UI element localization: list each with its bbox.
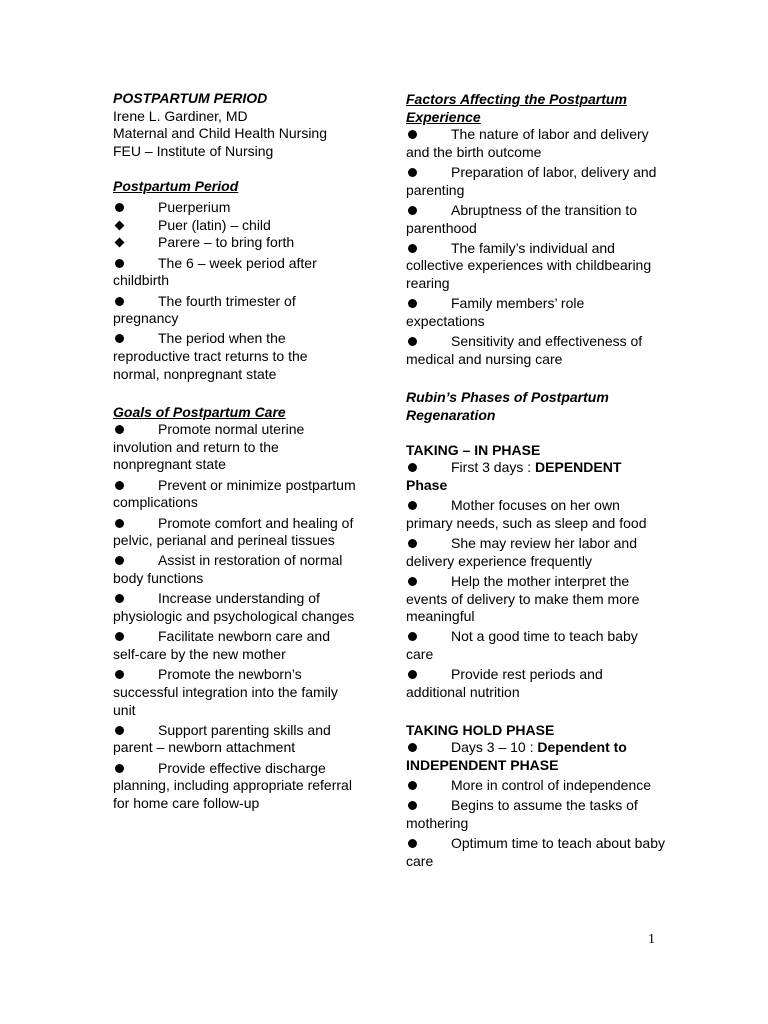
list-item: Optimum time to teach about baby care (406, 835, 665, 869)
list-item: Provide rest periods and additional nutrition (406, 666, 603, 701)
list-item: Facilitate newborn care and self-care by the new mother (113, 628, 330, 662)
list-item: Begins to assume the tasks of mothering (406, 797, 638, 832)
list-item: The family’s individual and collective experiences with childbearing rearing (406, 239, 652, 292)
list-item: Promote normal uterine involution and return to the nonpregnant state (113, 421, 305, 473)
list-item: The period when the reproductive tract returns to the normal, nonpregnant state (113, 330, 308, 382)
document-title: POSTPARTUM PERIOD (113, 90, 268, 106)
list-item: The nature of labor and delivery and the birth outcome (406, 126, 649, 160)
list-item: Sensitivity and effectiveness of medical and nursing care (406, 333, 643, 367)
list-item: Family members’ role expectations (406, 295, 585, 330)
list-item: Puer (latin) – child (158, 216, 271, 233)
list-item: Provide effective discharge planning, including appropriate referral for home care follow-up (113, 759, 352, 812)
section-heading-goals: Goals of Postpartum Care (113, 404, 286, 421)
list-item: Support parenting skills and parent – newborn attachment (113, 721, 331, 756)
phase-heading-taking-in: TAKING – IN PHASE (406, 442, 541, 459)
phase-heading-taking-hold: TAKING HOLD PHASE (406, 722, 555, 739)
list-item: First 3 days : DEPENDENT Phase (406, 459, 622, 493)
list-item: Prevent or minimize postpartum complications (113, 476, 356, 511)
list-item: Parere – to bring forth (158, 234, 295, 251)
list-item: Promote the newborn’s successful integration into the family unit (113, 666, 338, 718)
list-item: Assist in restoration of normal body functions (113, 552, 343, 587)
list-item: The fourth trimester of pregnancy (113, 292, 296, 327)
page-number: 1 (648, 932, 655, 947)
list-item: Help the mother interpret the events of delivery to make them more meaningful (406, 572, 640, 625)
list-item: Abruptness of the transition to parenthood (406, 201, 637, 236)
school-line: FEU – Institute of Nursing (113, 142, 274, 159)
list-item: Increase understanding of physiologic and psychological changes (113, 590, 355, 625)
list-item: Preparation of labor, delivery and parenting (406, 163, 657, 198)
list-item: Puerperium (158, 199, 231, 215)
left-column (113, 90, 358, 815)
list-item: More in control of independence (451, 777, 652, 794)
list-item: Mother focuses on her own primary needs, such as sleep and food (406, 497, 647, 531)
right-column (406, 90, 666, 873)
section-heading-rubin: Rubin’s Phases of Postpartum Regenaration (406, 389, 609, 424)
list-item: The 6 – week period after childbirth (113, 254, 317, 289)
section-heading-factors: Factors Affecting the Postpartum Experience (406, 91, 627, 125)
course-line: Maternal and Child Health Nursing (113, 125, 327, 141)
list-item: She may review her labor and delivery experience frequently (406, 534, 637, 569)
author-line: Irene L. Gardiner, MD (113, 107, 248, 124)
list-item: Promote comfort and healing of pelvic, perianal and perineal tissues (113, 514, 354, 549)
list-item: Not a good time to teach baby care (406, 628, 638, 663)
list-item: Days 3 – 10 : Dependent to INDEPENDENT PHASE (406, 739, 627, 773)
section-heading-postpartum-period: Postpartum Period (113, 178, 239, 194)
